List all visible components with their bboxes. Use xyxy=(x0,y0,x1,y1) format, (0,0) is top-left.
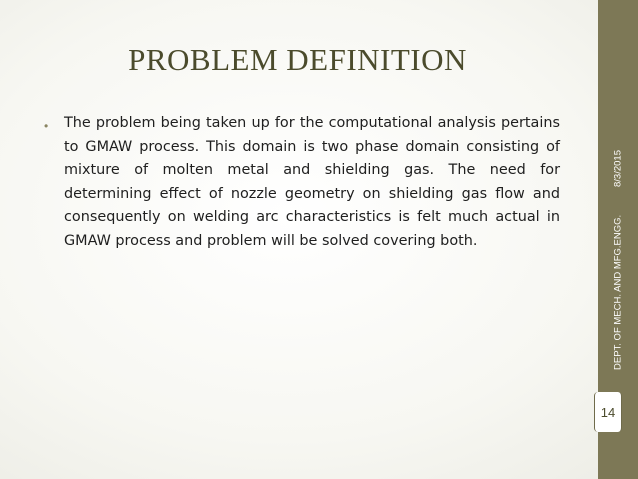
slide-content xyxy=(40,112,560,253)
footer-vertical-text xyxy=(603,150,633,370)
bullet-item xyxy=(40,112,560,253)
footer-vertical xyxy=(603,150,633,370)
bullet-text: The problem being taken up for the computational analysis pertains to GMAW process. This domain is two phase domain consisting of mixture of molten metal and shielding gas. The need for determining effect of nozzle geometry on shielding gas flow and consequently on welding arc characteristics is felt much actual in GMAW process and problem will be solved covering both. xyxy=(64,115,560,249)
footer-department: DEPT. OF MECH. AND MFG.ENGG. xyxy=(612,214,624,370)
footer-date: 8/3/2015 xyxy=(612,150,624,187)
page-number-box xyxy=(594,392,622,432)
page-number: 14 xyxy=(600,404,616,420)
bullet-icon: • xyxy=(44,119,49,133)
slide-title: PROBLEM DEFINITION xyxy=(128,42,467,77)
